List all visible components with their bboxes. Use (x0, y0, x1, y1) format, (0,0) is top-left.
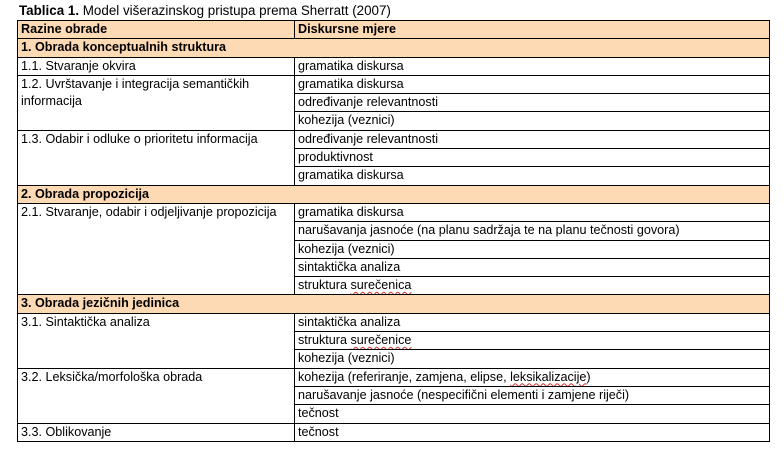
measure-cell: određivanje relevantnosti (295, 94, 770, 112)
table-row (18, 75, 770, 93)
table-header-row (18, 21, 770, 39)
table-row (18, 130, 770, 148)
measure-cell: sintaktička analiza (295, 313, 770, 331)
spellcheck-flag: leksikalizacije (510, 369, 587, 384)
column-header-levels: Razine obrade (18, 21, 295, 39)
measure-cell: kohezija (veznici) (295, 112, 770, 130)
level-cell: 1.1. Stvaranje okvira (18, 57, 295, 75)
measure-cell: kohezija (referiranje, zamjena, elipse, leksikalizacije) (295, 368, 770, 386)
table-row (18, 57, 770, 75)
caption-label: Tablica 1. (19, 3, 80, 18)
column-header-measures: Diskursne mjere (295, 21, 770, 39)
spellcheck-flag: surečenice (350, 333, 412, 348)
measure-cell: produktivnost (295, 149, 770, 167)
table-row (18, 313, 770, 331)
sherratt-model-table (17, 20, 770, 442)
table-row (18, 423, 770, 441)
section-row (18, 39, 770, 57)
caption-text: Model višerazinskog pristupa prema Sherratt (2007) (79, 3, 391, 18)
section-title: 2. Obrada propozicija (18, 185, 770, 203)
level-cell: 3.3. Oblikovanje (18, 423, 295, 441)
level-cell: 1.3. Odabir i odluke o prioritetu informacija (18, 130, 295, 185)
section-title: 1. Obrada konceptualnih struktura (18, 39, 770, 57)
measure-cell: gramatika diskursa (295, 57, 770, 75)
table-row (18, 368, 770, 386)
spellcheck-flag: surečenica (350, 278, 412, 293)
measure-cell: struktura surečenica (295, 277, 770, 295)
measure-cell: narušavanja jasnoće (na planu sadržaja te na planu tečnosti govora) (295, 222, 770, 240)
section-row (18, 185, 770, 203)
measure-cell: narušavanje jasnoće (nespecifični elementi i zamjene riječi) (295, 386, 770, 404)
level-cell: 1.2. Uvrštavanje i integracija semantičkih informacija (18, 75, 295, 130)
level-cell: 3.2. Leksička/morfološka obrada (18, 368, 295, 423)
measure-cell: gramatika diskursa (295, 75, 770, 93)
section-row (18, 295, 770, 313)
measure-cell: gramatika diskursa (295, 203, 770, 221)
level-cell: 3.1. Sintaktička analiza (18, 313, 295, 368)
measure-cell: određivanje relevantnosti (295, 130, 770, 148)
measure-cell: gramatika diskursa (295, 167, 770, 185)
table-caption (19, 2, 391, 19)
measure-cell: struktura surečenice (295, 332, 770, 350)
measure-cell: kohezija (veznici) (295, 350, 770, 368)
section-title: 3. Obrada jezičnih jedinica (18, 295, 770, 313)
measure-cell: sintaktička analiza (295, 258, 770, 276)
table-row (18, 203, 770, 221)
measure-cell: tečnost (295, 423, 770, 441)
level-cell: 2.1. Stvaranje, odabir i odjeljivanje propozicija (18, 203, 295, 294)
measure-cell: tečnost (295, 405, 770, 423)
measure-cell: kohezija (veznici) (295, 240, 770, 258)
